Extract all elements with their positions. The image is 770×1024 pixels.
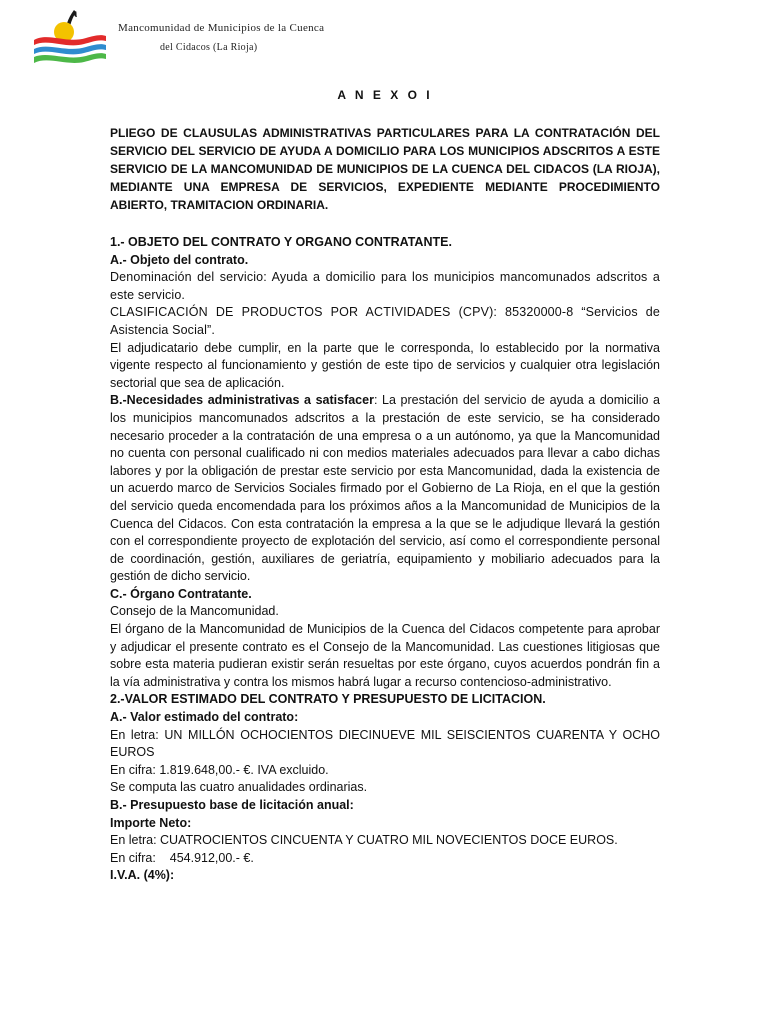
section-2a-heading: A.- Valor estimado del contrato: <box>110 710 299 725</box>
adjudicatario-paragraph: El adjudicatario debe cumplir, en la parte que le corresponda, lo establecido por la normativa vigente respecto al funcionamiento y gestión de este tipo de servicios y cualquier otra legislación sectorial que sea de aplicación. <box>110 340 660 390</box>
presupuesto-en-cifra: En cifra: 454.912,00.- €. <box>110 850 254 865</box>
presupuesto-en-letra: En letra: CUATROCIENTOS CINCUENTA Y CUATRO MIL NOVECIENTOS DOCE EUROS. <box>110 833 618 848</box>
annex-title: A N E X O I <box>337 88 433 102</box>
importe-neto-label: Importe Neto: <box>110 815 192 830</box>
organization-name: Mancomunidad de Municipios de la Cuenca <box>118 22 325 34</box>
mancomunidad-logo-icon <box>30 8 108 68</box>
section-2-heading: 2.-VALOR ESTIMADO DEL CONTRATO Y PRESUPUESTO DE LICITACION. <box>110 692 546 707</box>
document-body <box>110 88 660 885</box>
section-1c-heading: C.- Órgano Contratante. <box>110 586 252 601</box>
valor-en-cifra: En cifra: 1.819.648,00.- €. IVA excluido. <box>110 762 329 777</box>
necesidades-text: : La prestación del servicio de ayuda a domicilio a los municipios mancomunados adscritos a la prestación de este servicio, se ha considerado necesario proceder a la contratación de una empresa o a un autónomo, ya que la Mancomunidad no cuenta con personal cualificado ni con medios materiales adecuados para llevar a cabo dichas labores y por la obligación de prestar este servicio por esta Mancomunidad, dada la existencia de un acuerdo marco de Servicios Sociales firmado por el Gobierno de La Rioja, en el que la gestión del servicio queda encomendada para los próximos años a la Mancomunidad de Municipios de la Cuenca del Cidacos. Con esta contratación la empresa a la que se le adjudique llevará la gestión con el correspondiente proyecto de explotación del servicio, así como el correspondiente personal de coordinación, gestión, auxiliares de geriatría, equipamiento y mobiliario adecuados para la gestión de dicho servicio. <box>110 393 660 584</box>
organization-subtitle: del Cidacos (La Rioja) <box>160 42 258 53</box>
section-1a-heading: A.- Objeto del contrato. <box>110 252 249 267</box>
organo-paragraph: El órgano de la Mancomunidad de Municipios de la Cuenca del Cidacos competente para aprobar y adjudicar el presente contrato es el Consejo de la Mancomunidad. Las cuestiones litigiosas que sobre esta materia pudieran existir serán resueltas por este órgano, cuyos acuerdos pondrán fin a la vía administrativa y contra los mismos habrá lugar a recurso contencioso-administrativo. <box>110 622 660 689</box>
service-denomination: Denominación del servicio: Ayuda a domicilio para los municipios mancomunados adscritos a este servicio. <box>110 270 660 302</box>
iva-label: I.V.A. (4%): <box>110 868 175 883</box>
section-2b-heading: B.- Presupuesto base de licitación anual: <box>110 798 354 812</box>
section-1-heading: 1.- OBJETO DEL CONTRATO Y ORGANO CONTRATANTE. <box>110 235 452 249</box>
letterhead <box>30 8 350 68</box>
necesidades-paragraph <box>110 392 660 586</box>
consejo-line: Consejo de la Mancomunidad. <box>110 604 279 619</box>
cpv-classification: CLASIFICACIÓN DE PRODUCTOS POR ACTIVIDADES (CPV): 85320000-8 “Servicios de Asistencia Social”. <box>110 305 660 337</box>
valor-en-letra: En letra: UN MILLÓN OCHOCIENTOS DIECINUEVE MIL SEISCIENTOS CUARENTA Y OCHO EUROS <box>110 727 660 760</box>
pliego-title: PLIEGO DE CLAUSULAS ADMINISTRATIVAS PARTICULARES PARA LA CONTRATACIÓN DEL SERVICIO DEL SERVICIO DE AYUDA A DOMICILIO PARA LOS MUNICIPIOS ADSCRITOS A ESTE SERVICIO DE LA MANCOMUNIDAD DE MUNICIPIOS DE LA CUENCA DEL CIDACOS (LA RIOJA), MEDIANTE UNA EMPRESA DE SERVICIOS, EXPEDIENTE MEDIANTE PROCEDIMIENTO ABIERTO, TRAMITACION ORDINARIA. <box>110 126 660 212</box>
section-1b-heading: B.-Necesidades administrativas a satisfacer <box>110 393 374 408</box>
anualidades-note: Se computa las cuatro anualidades ordinarias. <box>110 780 368 795</box>
